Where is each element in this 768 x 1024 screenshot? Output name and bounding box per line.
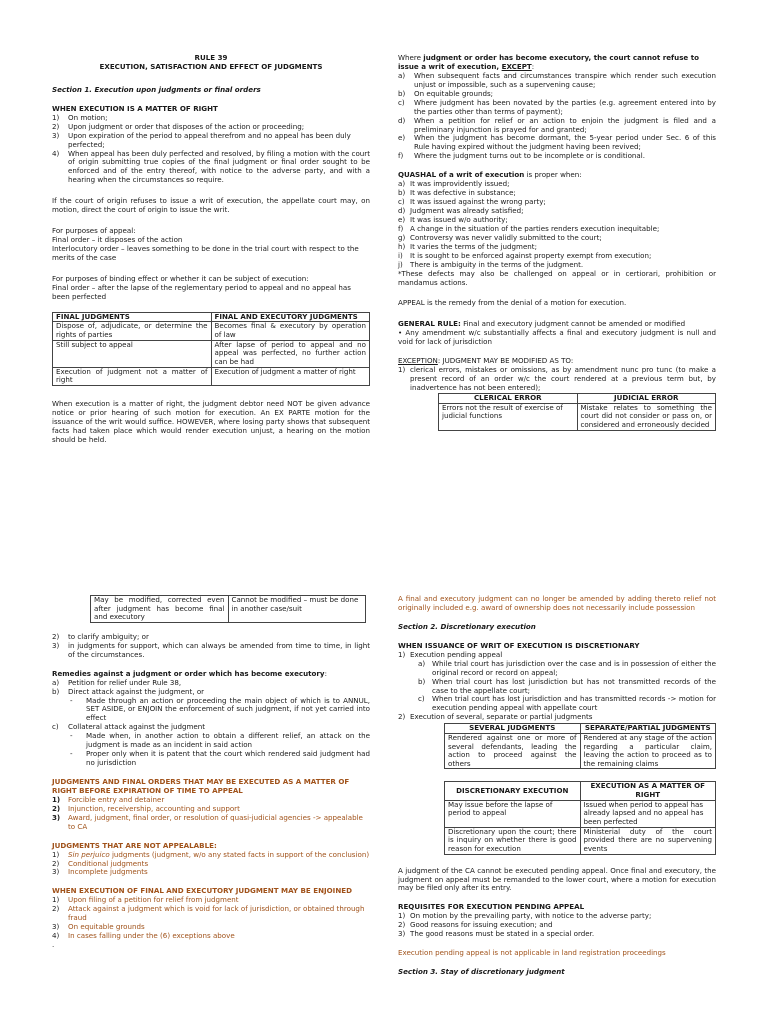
section-1-heading: Section 1. Execution upon judgments or final orders (52, 84, 261, 94)
list-item: c) When trial court has lost jurisdiction and has transmitted records -> motion for execution pending appeal with appellate court (418, 694, 716, 713)
table-row: Errors not the result of exercise of judicial functions Mistake relates to something the court did not consider or pass on, or considered and erroneously decided (439, 403, 716, 430)
top-left-column (52, 54, 370, 445)
list-item: i) It is sought to be enforced against property exempt from execution; (398, 250, 652, 260)
list-item: 2) Execution of several, separate or partial judgments (398, 712, 593, 722)
quashal-list (398, 180, 716, 269)
list-item: 3) The good reasons must be stated in a special order. (398, 929, 595, 939)
list-item: 1) clerical errors, mistakes or omissions, as by amendment nunc pro tunc (to make a present record of an order w/c the court rendered at a previous term but, by inadvertence has not been entered); (398, 365, 716, 392)
requisites-list (398, 912, 716, 939)
list-item: b) On equitable grounds; (398, 88, 494, 98)
list-item: c) Where judgment has been novated by the parties (e.g. agreement entered into by the parties other than terms of payment); (398, 97, 716, 116)
discretionary-heading: WHEN ISSUANCE OF WRIT OF EXECUTION IS DISCRETIONARY (398, 640, 640, 650)
list-item: - Made when, in another action to obtain a different relief, an attack on the judgment is made as an incident in said action (70, 731, 370, 750)
clerical-judicial-table (438, 393, 716, 431)
list-item: 3) Incomplete judgments (52, 867, 148, 877)
section-2-heading: Section 2. Discretionary execution (398, 621, 536, 631)
table-header-row: DISCRETIONARY EXECUTION EXECUTION AS A MATTER OF RIGHT (445, 782, 716, 800)
except-list (398, 72, 716, 161)
table-row: Still subject to appeal After lapse of period to appeal and no appeal was perfected, no further action can be had (53, 340, 370, 367)
modification-table (90, 595, 366, 623)
quashal-note: *These defects may also be challenged on appeal or in certiorari, prohibition or mandamus actions. (398, 268, 716, 287)
final-judgments-table (52, 312, 370, 386)
list-item: 1) Forcible entry and detainer (52, 794, 165, 804)
list-item: 1) Upon filing of a petition for relief from judgment (52, 895, 239, 905)
table-header-row: CLERICAL ERROR JUDICIAL ERROR (439, 393, 716, 403)
execution-right-heading: WHEN EXECUTION IS A MATTER OF RIGHT (52, 103, 218, 113)
list-item: b) Direct attack against the judgment, or (52, 686, 205, 696)
list-item: 2) Conditional judgments (52, 858, 149, 868)
table-header-row: FINAL JUDGMENTS FINAL AND EXECUTORY JUDGMENTS (53, 312, 370, 322)
table-row: Rendered against one or more of several defendants, leading the action to proceed against the others Rendered at any stage of the action regarding a particular claim, leaving the action to proceed as to the remaining claims (445, 733, 716, 769)
list-item: j) There is ambiguity in the terms of the judgment. (398, 259, 584, 269)
list-item: 2) to clarify ambiguity; or (52, 631, 149, 641)
list-item: 1) Sin perjuico judgments (judgment, w/o any stated facts in support of the conclusion) (52, 849, 370, 859)
list-item: - Proper only when it is patent that the court which rendered said judgment had no jurisdiction (70, 749, 370, 768)
remedies-list (52, 679, 370, 768)
exception-heading: EXCEPTION: JUDGMENT MAY BE MODIFIED AS TO: (398, 356, 574, 366)
list-item: 3) On equitable grounds (52, 922, 145, 932)
list-item: b) It was defective in substance; (398, 188, 516, 198)
binding-purposes: For purposes of binding effect or whether it can be subject of execution: Final order – after the lapse of the reglementary period to appeal and no appeal has been perfected (52, 273, 351, 301)
before-expiration-heading: JUDGMENTS AND FINAL ORDERS THAT MAY BE EXECUTED AS A MATTER OF RIGHT BEFORE EXPIRATION OF TIME TO APPEAL (52, 777, 350, 795)
requisites-heading: REQUISITES FOR EXECUTION PENDING APPEAL (398, 902, 585, 912)
list-item: 1) On motion by the prevailing party, with notice to the adverse party; (398, 911, 652, 921)
list-item: e) When the judgment has become dormant, the 5-year period under Sec. 6 of this Rule having expired without the judgment having been revived; (398, 133, 716, 152)
list-item: d) When a petition for relief or an action to enjoin the judgment is filed and a preliminary injunction is prayed for and granted; (398, 115, 716, 134)
list-item: 2) Attack against a judgment which is void for lack of jurisdiction, or obtained through fraud (52, 904, 365, 923)
list-item: - Made through an action or proceeding the main object of which is to ANNUL, SET ASIDE, or ENJOIN the enforcement of such judgment, if not yet carried into effect (70, 695, 370, 723)
list-item: 4) When appeal has been duly perfected and resolved, by filing a motion with the court of origin submitting true copies of the final judgment or final order sought to be enforced and of the entry thereof, with notice to the adverse party, and with a hearing when the circumstances so require. (52, 148, 370, 185)
general-rule: GENERAL RULE: Final and executory judgment cannot be amended or modified (398, 319, 686, 329)
list-item: a) Petition for relief under Rule 38, (52, 677, 182, 687)
list-item: d) Judgment was already satisfied; (398, 206, 524, 215)
list-item: g) Controversy was never validly submitted to the court; (398, 232, 602, 242)
list-item: c) Collateral attack against the judgment (52, 722, 206, 732)
enjoined-list (52, 896, 370, 941)
list-item: c) It was issued against the wrong party; (398, 197, 546, 207)
table-header-row: SEVERAL JUDGMENTS SEPARATE/PARTIAL JUDGMENTS (445, 724, 716, 734)
items-2-3 (52, 633, 370, 660)
list-item: 2) Injunction, receivership, accounting and support (52, 803, 240, 813)
list-item: 1) On motion; (52, 112, 108, 122)
table-row: Dispose of, adjudicate, or determine the rights of parties Becomes final & executory by operation of law (53, 322, 370, 340)
execution-right-list (52, 114, 370, 186)
table-row: May issue before the lapse of period to appeal Issued when period to appeal has already lapsed and no appeal has been perfected (445, 800, 716, 827)
list-item: 4) In cases falling under the (6) exceptions above (52, 931, 235, 941)
not-appealable-list (52, 851, 370, 878)
where-paragraph: Where judgment or order has become executory, the court cannot refuse to issue a writ of execution, EXCEPT: (398, 53, 699, 71)
bottom-right-column (398, 595, 716, 977)
not-appealable-heading: JUDGMENTS THAT ARE NOT APPEALABLE: (52, 840, 217, 850)
list-item: e) It was issued w/o authority; (398, 214, 508, 224)
list-item: f) Where the judgment turns out to be incomplete or is conditional. (398, 151, 645, 161)
list-item: a) When subsequent facts and circumstances transpire which render such execution unjust or impossible, such as a supervening cause; (398, 70, 716, 89)
appeal-remedy: APPEAL is the remedy from the denial of a motion for execution. (398, 298, 627, 308)
list-item: 3) Upon expiration of the period to appeal therefrom and no appeal has been duly perfected; (52, 130, 351, 149)
bottom-left-column (52, 595, 370, 950)
top-right-column (398, 54, 716, 431)
quashal-heading: QUASHAL of a writ of execution is proper when: (398, 170, 582, 180)
land-registration-note: Execution pending appeal is not applicable in land registration proceedings (398, 948, 666, 958)
list-item: a) While trial court has jurisdiction over the case and is in possession of either the original record or record on appeal; (418, 658, 716, 677)
table-row: Execution of judgment not a matter of right Execution of judgment a matter of right (53, 367, 370, 385)
list-item: a) It was improvidently issued; (398, 179, 510, 189)
appeal-purposes: For purposes of appeal: Final order – it disposes of the action Interlocutory order – leaves something to be done in the trial court with respect to the merits of the case (52, 226, 359, 262)
before-expiration-list (52, 796, 370, 832)
rule-number: RULE 39 (194, 53, 228, 62)
table-row: May be modified, corrected even after judgment has become final and executory Cannot be modified – must be done in another case/suit (91, 596, 366, 623)
paragraph-notice: When execution is a matter of right, the judgment debtor need NOT be given advance notice or prior hearing of such motion for execution. An EX PARTE motion for the issuance of the writ would suffice. HOWEVER, where losing party shows that subsequent facts had taken place which would render execution unjust, a hearing on the motion should be held. (52, 398, 370, 444)
general-rule-bullet: • Any amendment w/c substantially affects a final and executory judgment is null and void for lack of jurisdiction (398, 328, 716, 347)
list-item: 2) Good reasons for issuing execution; and (398, 920, 553, 930)
trailing-dot: . (52, 940, 55, 950)
list-item: 3) in judgments for support, which can always be amended from time to time, in light of the circumstances. (52, 640, 370, 659)
enjoined-heading: WHEN EXECUTION OF FINAL AND EXECUTORY JUDGMENT MAY BE ENJOINED (52, 886, 352, 896)
list-item: 3) Award, judgment, final order, or resolution of quasi-judicial agencies -> appealable to CA (52, 812, 363, 831)
discretionary-sub-list (398, 660, 716, 714)
list-item: b) When trial court has lost jurisdiction but has not transmitted records of the case to the appellate court; (418, 676, 716, 695)
discretionary-vs-right-table (444, 781, 716, 854)
list-item: 2) Upon judgment or order that disposes of the action or proceeding; (52, 121, 305, 131)
paragraph-ca: A judgment of the CA cannot be executed pending appeal. Once final and executory, the judgment on appeal must be remanded to the lower court, where a motion for execution may be filed only after its entry. (398, 865, 716, 893)
section-3-heading: Section 3. Stay of discretionary judgment (398, 967, 565, 977)
paragraph-refuse: If the court of origin refuses to issue a writ of execution, the appellate court may, on motion, direct the court of origin to issue the writ. (52, 196, 370, 215)
remedies-heading: Remedies against a judgment or order which has become executory: (52, 668, 327, 678)
amendment-note: A final and executory judgment can no longer be amended by adding thereto relief not originally included e.g. award of ownership does not necessarily include possession (398, 594, 716, 612)
table-row: Discretionary upon the court; there is inquiry on whether there is good reason for execution Ministerial duty of the court provided there are no supervening events (445, 827, 716, 854)
several-judgments-table (444, 723, 716, 769)
list-item: f) A change in the situation of the parties renders execution inequitable; (398, 223, 660, 233)
list-item: h) It varies the terms of the judgment; (398, 241, 537, 251)
list-item: 1) Execution pending appeal (398, 649, 503, 659)
rule-title: EXECUTION, SATISFACTION AND EFFECT OF JUDGMENTS (99, 61, 323, 71)
